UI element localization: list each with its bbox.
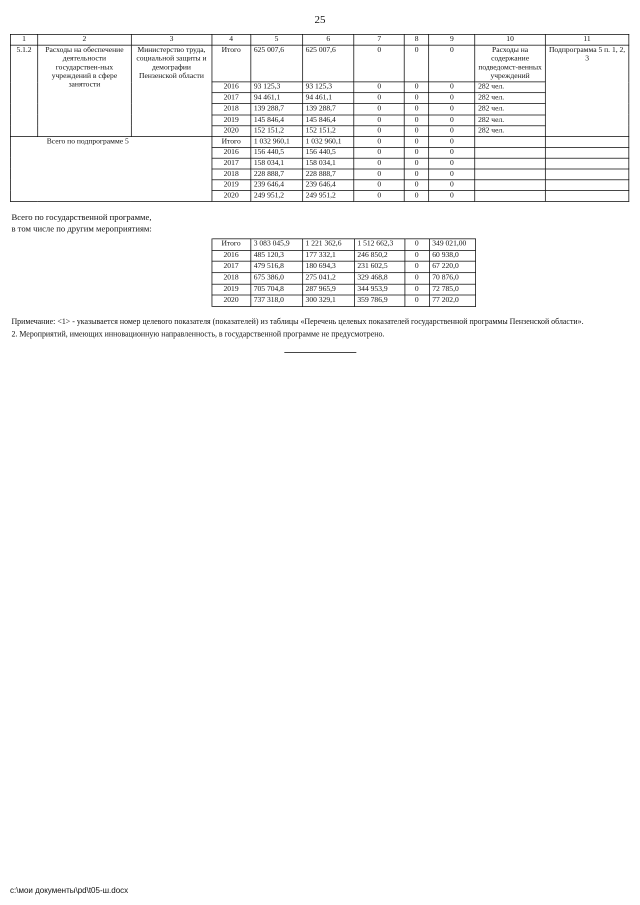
total-section-title [11,212,629,234]
amount-col8: 0 [405,250,429,261]
amount-col7: 0 [354,45,404,82]
empty-cell [475,136,545,147]
year-cell: 2019 [212,284,251,295]
divider-line [284,353,356,354]
year-cell: 2019 [212,115,251,126]
amount-total: 139 288,7 [251,104,303,115]
empty-cell [475,191,545,202]
amount-col8: 0 [404,191,428,202]
amount-col9: 0 [429,158,475,169]
total-title-line-1: Всего по государственной программе, [11,211,152,222]
amount-total: 239 646,4 [251,180,303,191]
amount-col8: 0 [405,284,429,295]
document-body [10,34,630,872]
column-number: 10 [475,34,545,45]
amount-total: 675 386,0 [250,273,302,284]
year-cell: 2020 [212,125,251,136]
year-cell: 2018 [212,169,251,180]
amount-col7: 0 [354,104,404,115]
column-number: 1 [10,34,37,45]
empty-cell [545,147,629,158]
amount-col8: 0 [405,239,429,250]
subtotal-label: Всего по подпрограмме 5 [10,136,211,201]
amount-col7: 0 [354,125,404,136]
amount-col9: 77 202,0 [429,295,475,306]
amount-col7: 329 468,8 [354,273,404,284]
amount-col7: 0 [354,180,404,191]
amount-col8: 0 [404,104,428,115]
note-2: 2. Мероприятий, имеющих инновационную направленность, в государственной программе не предусмотрено. [11,329,385,339]
measures-table [10,34,629,202]
amount-total: 228 888,7 [251,169,303,180]
amount-col9: 349 021,00 [429,239,475,250]
empty-cell [545,180,629,191]
year-cell: 2016 [212,250,251,261]
amount-col7: 246 850,2 [354,250,404,261]
amount-col7: 344 953,9 [354,284,404,295]
measure-name: Расходы на обеспечение деятельности государствен-ных учреждений в сфере занятости [38,45,131,136]
empty-cell [545,191,629,202]
amount-federal: 228 888,7 [302,169,354,180]
empty-cell [545,169,629,180]
year-cell: 2017 [212,93,251,104]
year-cell: 2020 [212,295,251,306]
amount-total: 93 125,3 [251,82,303,93]
year-cell: 2019 [212,180,251,191]
empty-cell [475,180,545,191]
program-reference: Подпрограмма 5 п. 1, 2, 3 [545,45,629,136]
amount-col8: 0 [404,93,428,104]
measure-row [10,45,628,82]
amount-total: 705 704,8 [250,284,302,295]
amount-total: 152 151,2 [251,125,303,136]
amount-federal: 145 846,4 [302,115,354,126]
indicator-header: Расходы на содержание подведомст-венных учреждений [475,45,545,82]
amount-col8: 0 [404,147,428,158]
amount-col9: 0 [429,93,475,104]
amount-total: 158 034,1 [251,158,303,169]
amount-col9: 0 [429,191,475,202]
amount-col7: 0 [354,115,404,126]
amount-federal: 625 007,6 [302,45,354,82]
amount-federal: 300 329,1 [302,295,354,306]
amount-col7: 359 786,9 [354,295,404,306]
amount-col9: 0 [429,104,475,115]
column-number: 7 [354,34,404,45]
indicator-value: 282 чел. [475,93,545,104]
amount-col9: 0 [429,169,475,180]
amount-federal: 156 440,5 [302,147,354,158]
empty-cell [475,147,545,158]
footer-file-path: c:\мои документы\pd\t05-ш.docx [10,886,129,895]
year-cell: 2018 [212,104,251,115]
amount-col9: 67 220,0 [429,261,475,272]
column-number: 5 [251,34,303,45]
amount-federal: 93 125,3 [302,82,354,93]
amount-col8: 0 [404,125,428,136]
amount-federal: 249 951,2 [302,191,354,202]
year-cell: Итого [212,45,251,82]
amount-col7: 0 [354,93,404,104]
amount-total: 737 318,0 [250,295,302,306]
amount-total: 479 516,8 [250,261,302,272]
indicator-value: 282 чел. [475,115,545,126]
amount-federal: 1 032 960,1 [302,136,354,147]
amount-total: 145 846,4 [251,115,303,126]
amount-col8: 0 [404,169,428,180]
year-cell: 2017 [212,261,251,272]
amount-total: 156 440,5 [251,147,303,158]
notes-section [10,317,629,353]
amount-col9: 0 [429,115,475,126]
amount-federal: 180 694,3 [302,261,354,272]
year-cell: 2016 [212,147,251,158]
amount-total: 625 007,6 [251,45,303,82]
amount-federal: 239 646,4 [302,180,354,191]
amount-federal: 275 041,2 [302,273,354,284]
total-spacer [10,239,212,306]
amount-col9: 0 [429,136,475,147]
amount-col9: 0 [429,147,475,158]
amount-federal: 1 221 362,6 [302,239,354,250]
amount-federal: 139 288,7 [302,104,354,115]
amount-federal: 152 151,2 [302,125,354,136]
column-number: 6 [302,34,354,45]
amount-col8: 0 [404,115,428,126]
amount-col9: 60 938,0 [429,250,475,261]
amount-total: 94 461,1 [251,93,303,104]
year-cell: Итого [212,239,251,250]
empty-cell [475,158,545,169]
amount-total: 485 120,3 [250,250,302,261]
year-cell: 2016 [212,82,251,93]
amount-col8: 0 [405,261,429,272]
amount-col8: 0 [405,295,429,306]
amount-col8: 0 [404,136,428,147]
column-number: 3 [131,34,212,45]
year-cell: 2020 [212,191,251,202]
amount-col8: 0 [404,158,428,169]
amount-col7: 231 602,5 [354,261,404,272]
empty-cell [545,136,629,147]
measure-executor: Министерство труда, социальной защиты и демографии Пензенской области [131,45,212,136]
amount-col7: 1 512 662,3 [354,239,404,250]
amount-col9: 0 [429,125,475,136]
amount-federal: 158 034,1 [302,158,354,169]
amount-col9: 72 785,0 [429,284,475,295]
empty-cell [475,169,545,180]
program-total-table [10,239,475,307]
page-number: 25 [314,14,326,26]
indicator-value: 282 чел. [475,104,545,115]
amount-col7: 0 [354,158,404,169]
amount-total: 1 032 960,1 [251,136,303,147]
subtotal-row [10,136,628,147]
measure-code: 5.1.2 [10,45,37,136]
amount-col7: 0 [354,147,404,158]
amount-federal: 287 965,9 [302,284,354,295]
amount-col9: 0 [429,180,475,191]
amount-col7: 0 [354,136,404,147]
amount-col9: 0 [429,82,475,93]
column-number: 2 [38,34,131,45]
indicator-value: 282 чел. [475,125,545,136]
year-cell: 2018 [212,273,251,284]
amount-federal: 94 461,1 [302,93,354,104]
total-row [10,239,475,250]
amount-col7: 0 [354,191,404,202]
amount-total: 3 083 045,9 [250,239,302,250]
year-cell: Итого [212,136,251,147]
column-number: 11 [545,34,629,45]
year-cell: 2017 [212,158,251,169]
amount-total: 249 951,2 [251,191,303,202]
column-number: 8 [404,34,428,45]
amount-col8: 0 [405,273,429,284]
total-title-line-2: в том числе по другим мероприятиям: [11,223,152,234]
amount-col8: 0 [404,45,428,82]
amount-col9: 0 [429,45,475,82]
amount-col7: 0 [354,169,404,180]
amount-col9: 70 876,0 [429,273,475,284]
amount-federal: 177 332,1 [302,250,354,261]
amount-col8: 0 [404,180,428,191]
note-1: Примечание: <1> - указывается номер целевого показателя (показателей) из таблицы «Перечень целевых показателей государственной программы Пензенской области». [11,317,584,327]
empty-cell [545,158,629,169]
amount-col7: 0 [354,82,404,93]
column-number-row [10,34,628,45]
amount-col8: 0 [404,82,428,93]
column-number: 4 [212,34,251,45]
indicator-value: 282 чел. [475,82,545,93]
column-number: 9 [429,34,475,45]
